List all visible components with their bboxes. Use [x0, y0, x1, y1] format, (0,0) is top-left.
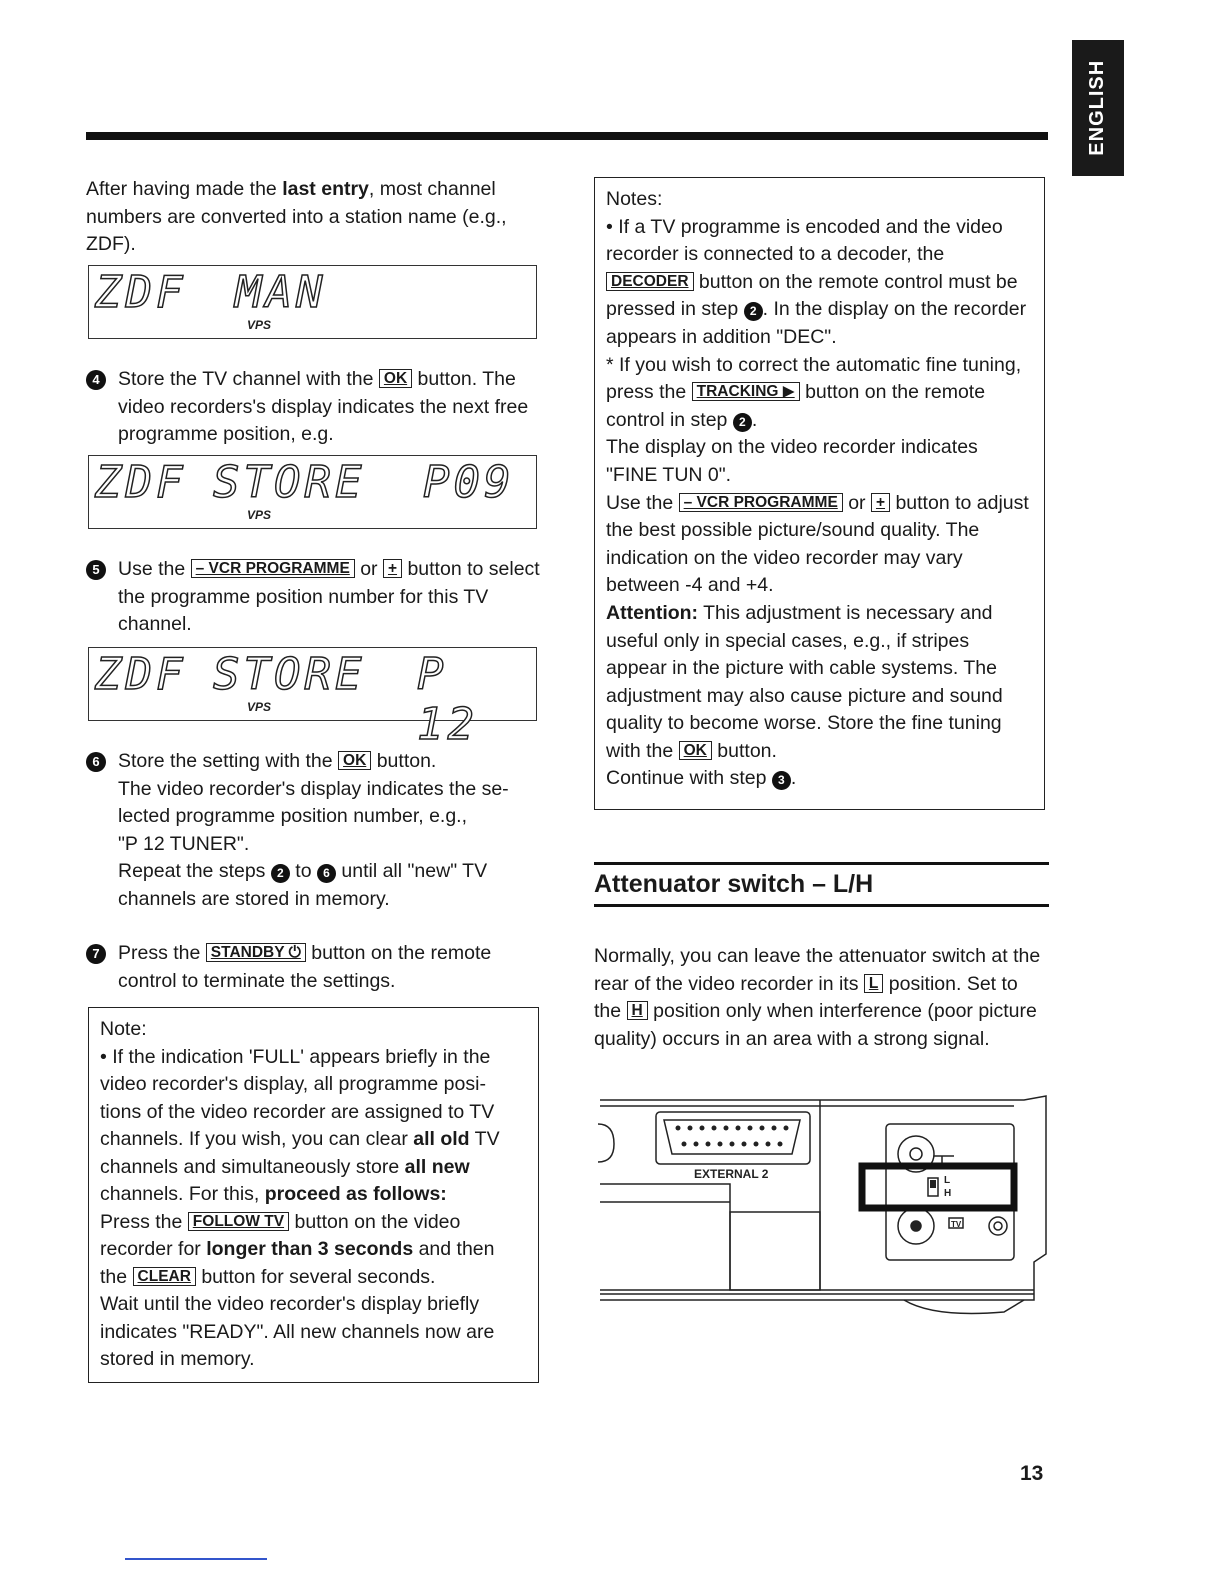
step-6-text: [118, 748, 541, 913]
lcd-3-mid: STORE: [213, 649, 366, 700]
step-5-number: 5: [86, 560, 106, 580]
external-2-label: EXTERNAL 2: [694, 1167, 769, 1181]
note-right-text-8: Use the: [606, 491, 679, 514]
note-right-text-2: button on the remote control must be pressed in step: [606, 270, 1018, 321]
note-left-text-8: Wait until the video recorder's display briefly indicates "READY". All new channels now are stored in memory.: [100, 1293, 495, 1370]
note-left-text-4: Press the: [100, 1210, 188, 1233]
switch-h-label: H: [944, 1188, 952, 1199]
step-6-text-2: button.: [371, 750, 437, 772]
plus-key: +: [383, 559, 402, 578]
note-left-bold-1: all old: [413, 1128, 470, 1150]
step-6-text-3: The video recorder's display indicates the se-lected programme position number, e.g.,: [118, 777, 509, 827]
top-rule: [86, 132, 1048, 140]
intro-paragraph: [86, 176, 526, 259]
ok-key: OK: [679, 741, 712, 760]
vcr-programme-minus-key: – VCR PROGRAMME: [191, 559, 355, 578]
note-left-body: [100, 1044, 527, 1209]
lcd-display-3: [88, 647, 537, 750]
attenuator-text-2: position. Set to the: [594, 972, 1018, 1022]
note-right-text-14: .: [790, 767, 797, 790]
step-4-text-2: button. The video recorders's display indicates the next free programme position, e.g.: [118, 368, 529, 445]
lcd-2-right: P09: [423, 457, 515, 508]
vcr-programme-minus-key: – VCR PROGRAMME: [679, 493, 843, 512]
note-left-text-5: button on the video recorder for: [100, 1210, 461, 1260]
lcd-2-vps: VPS: [247, 508, 272, 522]
note-right-text-11: This adjustment is necessary and useful only in special cases, e.g., if stripes appear in the picture with cable systems. The adjustment may also cause picture and sound quality to become worse. Store the fine tuning with the: [606, 601, 1003, 762]
note-right-adjust: [606, 490, 1033, 600]
note-right-text-7: The display on the video recorder indicates "FINE TUN 0".: [606, 436, 978, 486]
note-right-attention: [606, 600, 1033, 766]
note-right-continue: [606, 765, 1033, 793]
note-left-instructions: [100, 1209, 527, 1292]
step-ref-2: 2: [733, 413, 752, 432]
follow-tv-key: FOLLOW TV: [188, 1212, 289, 1231]
step-ref-3: 3: [772, 771, 791, 790]
note-right-text-4: * If you wish to correct the automatic fine tuning, press the: [606, 353, 1022, 404]
step-5: [86, 556, 546, 639]
step-5-text-3: button to select the programme position number for this TV channel.: [118, 558, 540, 635]
note-right-text-1: • If a TV programme is encoded and the video recorder is connected to a decoder, the: [606, 215, 1003, 266]
intro-text-2: , most channel numbers are converted into a station name (e.g., ZDF).: [86, 178, 507, 255]
step-4-text-1: Store the TV channel with the: [118, 368, 379, 390]
step-5-text: [118, 556, 546, 639]
step-7-text-1: Press the: [118, 942, 206, 964]
step-6-text-6: to: [289, 860, 317, 882]
rear-panel-figure: [594, 1094, 1054, 1326]
note-right-text-9: or: [842, 491, 871, 514]
attenuator-text-3: position only when interference (poor picture quality) occurs in an area with a strong signal.: [594, 1000, 1037, 1050]
bottom-line: [125, 1558, 267, 1560]
lcd-1-mid: MAN: [235, 267, 327, 318]
language-tab: [1072, 40, 1124, 176]
note-left-text-1: • If the indication 'FULL' appears briefly in the video recorder's display, all programme posi-tions of the video recorder are assigned to TV channels. If you wish, you can clear: [100, 1045, 495, 1150]
note-right-title: Notes:: [606, 188, 663, 210]
step-6-text-4: "P 12 TUNER".: [118, 832, 250, 855]
lcd-1-vps: VPS: [247, 318, 272, 332]
lcd-1-left: ZDF: [95, 267, 187, 318]
note-right-text-10: button to adjust the best possible picture/sound quality. The indication on the video recorder may vary between -4 and +4.: [606, 491, 1029, 597]
step-6: [86, 748, 541, 913]
ok-key: OK: [338, 751, 371, 770]
step-6-text-1: Store the setting with the: [118, 750, 339, 772]
note-right-text-6: .: [751, 408, 758, 431]
heading-rule-bottom: [594, 904, 1049, 907]
note-left-title: Note:: [100, 1018, 147, 1040]
step-ref-6: 6: [317, 864, 336, 883]
plus-key: +: [871, 493, 890, 512]
h-position-key: H: [627, 1001, 648, 1020]
tracking-key: TRACKING ▶: [692, 382, 800, 401]
step-5-text-1: Use the: [118, 558, 191, 580]
step-7-number: 7: [86, 944, 106, 964]
attenuator-paragraph: [594, 943, 1044, 1053]
note-right-text-3: . In the display on the recorder appears in addition "DEC".: [606, 298, 1027, 348]
heading-rule-top: [594, 862, 1049, 865]
note-left-bold-3: proceed as follows:: [264, 1183, 447, 1205]
attention-label: Attention:: [606, 601, 699, 624]
note-right-text-12: button.: [711, 739, 777, 762]
switch-l-label: L: [944, 1175, 951, 1186]
step-7: [86, 940, 541, 995]
lcd-display-1: [88, 265, 537, 339]
lcd-3-vps: VPS: [247, 700, 272, 714]
lcd-2-left: ZDF: [95, 457, 187, 508]
decoder-key: DECODER: [606, 272, 694, 291]
note-left-bold-4: longer than 3 seconds: [206, 1238, 414, 1260]
step-4-number: 4: [86, 370, 106, 390]
note-left-text-7: button for several seconds.: [195, 1265, 436, 1288]
note-right-text-5: button on the remote control in step: [606, 381, 986, 431]
ok-key: OK: [379, 369, 412, 388]
note-box-right: [594, 177, 1045, 810]
note-left-bold-2: all new: [404, 1155, 470, 1178]
step-5-text-2: or: [354, 558, 383, 580]
note-right-decoder: [606, 214, 1033, 352]
intro-bold: last entry: [282, 178, 369, 200]
intro-text-1: After having made the: [86, 178, 283, 200]
note-box-left: [88, 1007, 539, 1383]
tv-label: TV: [951, 1220, 962, 1229]
step-6-text-5: Repeat the steps: [118, 860, 271, 882]
step-7-text-2: button on the remote control to terminate the settings.: [118, 942, 492, 992]
attenuator-text-1: Normally, you can leave the attenuator switch at the rear of the video recorder in its: [594, 945, 1041, 995]
step-ref-2: 2: [271, 864, 290, 883]
standby-key: STANDBY ⏻: [206, 943, 306, 962]
lcd-3-left: ZDF: [95, 649, 187, 700]
step-4: [86, 366, 541, 449]
note-right-tracking: [606, 352, 1033, 435]
note-right-text-13: Continue with step: [606, 767, 772, 790]
step-ref-2: 2: [744, 302, 763, 321]
lcd-2-mid: STORE: [213, 457, 366, 508]
step-6-text-7: until all "new" TV channels are stored in memory.: [118, 860, 488, 910]
step-7-text: [118, 940, 541, 995]
lcd-3-right: P 12: [417, 649, 478, 750]
step-6-number: 6: [86, 752, 106, 772]
note-left-text-6: and then the: [100, 1238, 495, 1288]
note-left-text-3: channels. For this,: [100, 1183, 265, 1205]
language-tab-label: ENGLISH: [1086, 60, 1109, 156]
note-left-text-2: TV channels and simultaneously store: [100, 1128, 500, 1178]
step-4-text: [118, 366, 541, 449]
scart-pins: [676, 1126, 789, 1147]
lcd-display-2: [88, 455, 537, 529]
attenuator-heading: Attenuator switch – L/H: [594, 870, 874, 898]
clear-key: CLEAR: [133, 1267, 196, 1286]
l-position-key: L: [864, 974, 883, 993]
page-number: 13: [1020, 1462, 1044, 1485]
